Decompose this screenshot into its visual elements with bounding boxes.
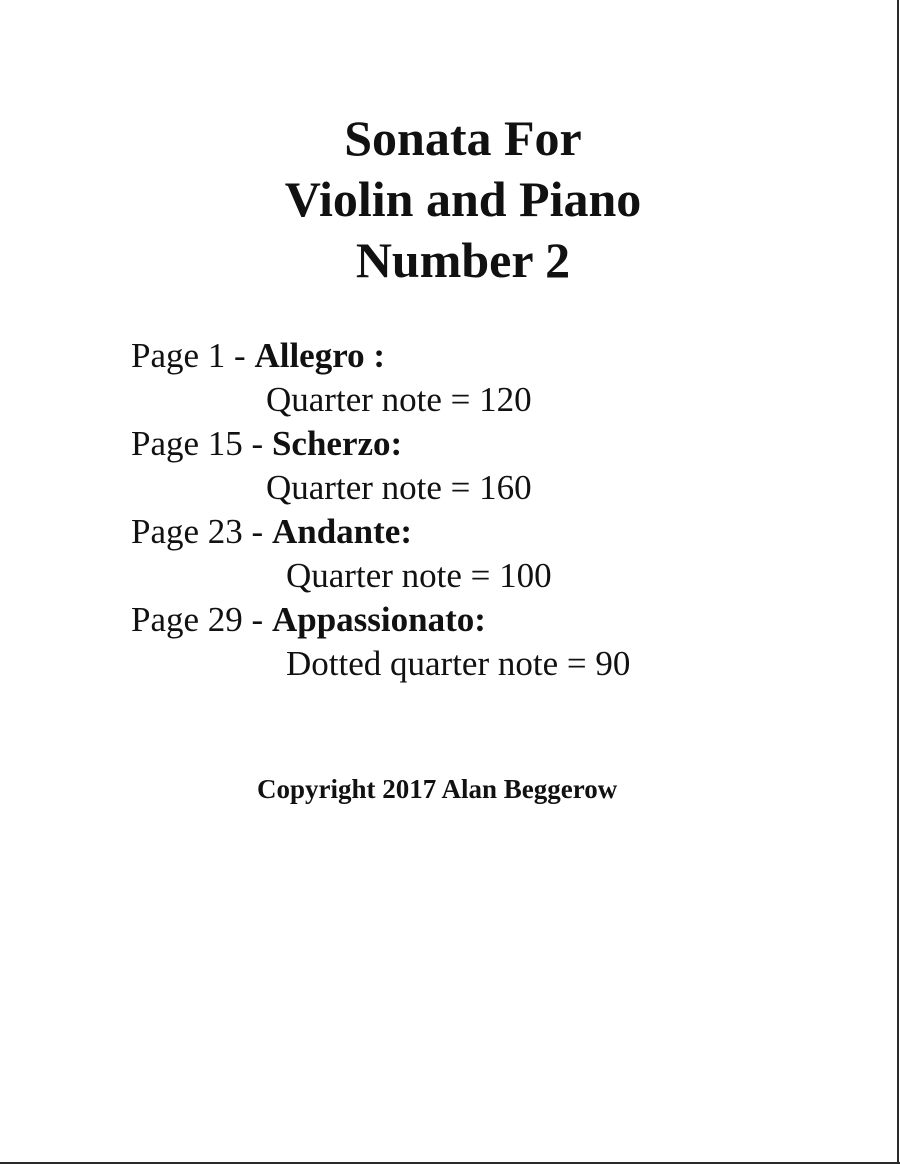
movement-page-ref: Page 29 -: [131, 600, 272, 639]
title-line-2: Violin and Piano: [284, 171, 642, 227]
movement-name: Andante:: [271, 512, 412, 551]
movement-tempo-4: Dotted quarter note = 90: [286, 644, 631, 683]
title-line-3: Number 2: [355, 232, 571, 288]
movement-tempo-1: Quarter note = 120: [266, 380, 532, 419]
copyright-notice: Copyright 2017 Alan Beggerow: [257, 774, 618, 804]
movement-tempo-2: Quarter note = 160: [266, 468, 532, 507]
movement-name: Appassionato:: [271, 600, 486, 639]
movement-heading-4: [131, 598, 630, 642]
movement-heading-2: [131, 422, 630, 466]
title-line-1: Sonata For: [344, 110, 582, 166]
movement-page-ref: Page 15 -: [131, 424, 272, 463]
movement-heading-3: [131, 510, 630, 554]
movement-name: Allegro :: [254, 336, 386, 375]
movement-name: Scherzo:: [271, 424, 403, 463]
movement-tempo-3: Quarter note = 100: [286, 556, 552, 595]
movement-page-ref: Page 1 -: [131, 336, 255, 375]
page-title: [0, 108, 900, 291]
movement-page-ref: Page 23 -: [131, 512, 272, 551]
movement-list: [131, 334, 630, 686]
movement-heading-1: [131, 334, 630, 378]
